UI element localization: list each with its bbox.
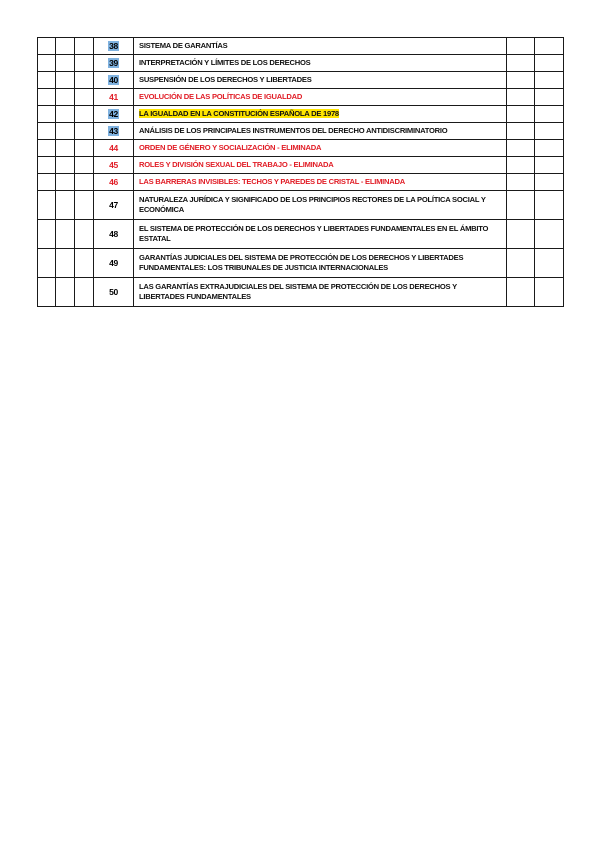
empty-cell — [507, 89, 535, 106]
topic-title: NATURALEZA JURÍDICA Y SIGNIFICADO DE LOS PRINCIPIOS RECTORES DE LA POLÍTICA SOCIAL Y ECONÓMICA — [139, 195, 486, 214]
topic-number-cell — [94, 123, 134, 140]
topic-number-cell — [94, 72, 134, 89]
topic-title-cell — [134, 89, 507, 106]
topic-title-cell — [134, 278, 507, 307]
empty-cell — [535, 55, 564, 72]
topic-title: SISTEMA DE GARANTÍAS — [139, 41, 228, 50]
empty-cell — [535, 278, 564, 307]
topic-title-cell — [134, 106, 507, 123]
topic-title: LAS BARRERAS INVISIBLES: TECHOS Y PAREDES DE CRISTAL - ELIMINADA — [139, 177, 405, 186]
topic-title: GARANTÍAS JUDICIALES DEL SISTEMA DE PROTECCIÓN DE LOS DERECHOS Y LIBERTADES FUNDAMENTALES: LOS TRIBUNALES DE JUSTICIA INTERNACIONALES — [139, 253, 464, 272]
empty-cell — [38, 191, 56, 220]
empty-cell — [535, 72, 564, 89]
topic-number-cell — [94, 278, 134, 307]
empty-cell — [75, 191, 94, 220]
empty-cell — [75, 220, 94, 249]
empty-cell — [535, 140, 564, 157]
empty-cell — [38, 55, 56, 72]
empty-cell — [56, 140, 75, 157]
topic-number-cell — [94, 140, 134, 157]
empty-cell — [38, 278, 56, 307]
empty-cell — [507, 157, 535, 174]
empty-cell — [56, 174, 75, 191]
topic-title-cell — [134, 174, 507, 191]
empty-cell — [38, 123, 56, 140]
table-row — [38, 106, 564, 123]
table-row — [38, 174, 564, 191]
topic-title: ORDEN DE GÉNERO Y SOCIALIZACIÓN - ELIMINADA — [139, 143, 322, 152]
empty-cell — [75, 174, 94, 191]
topic-number: 49 — [109, 258, 118, 268]
topic-title: SUSPENSIÓN DE LOS DERECHOS Y LIBERTADES — [139, 75, 312, 84]
empty-cell — [75, 89, 94, 106]
empty-cell — [535, 89, 564, 106]
topic-number-cell — [94, 55, 134, 72]
empty-cell — [56, 106, 75, 123]
empty-cell — [38, 72, 56, 89]
empty-cell — [507, 123, 535, 140]
empty-cell — [56, 89, 75, 106]
topic-number: 41 — [109, 92, 118, 102]
topic-number-cell — [94, 220, 134, 249]
topic-title: EL SISTEMA DE PROTECCIÓN DE LOS DERECHOS Y LIBERTADES FUNDAMENTALES EN EL ÁMBITO ESTATAL — [139, 224, 489, 243]
empty-cell — [38, 38, 56, 55]
topic-title: INTERPRETACIÓN Y LÍMITES DE LOS DERECHOS — [139, 58, 311, 67]
topic-title-cell — [134, 191, 507, 220]
topic-number-cell — [94, 89, 134, 106]
topic-number: 44 — [109, 143, 118, 153]
table-row — [38, 89, 564, 106]
empty-cell — [507, 140, 535, 157]
empty-cell — [535, 174, 564, 191]
topic-title-cell — [134, 249, 507, 278]
topic-number: 39 — [109, 58, 118, 68]
topic-title: EVOLUCIÓN DE LAS POLÍTICAS DE IGUALDAD — [139, 92, 303, 101]
empty-cell — [38, 89, 56, 106]
empty-cell — [507, 55, 535, 72]
empty-cell — [56, 55, 75, 72]
topic-number-cell — [94, 106, 134, 123]
table-row — [38, 220, 564, 249]
empty-cell — [507, 106, 535, 123]
empty-cell — [56, 157, 75, 174]
empty-cell — [56, 72, 75, 89]
empty-cell — [56, 38, 75, 55]
empty-cell — [507, 72, 535, 89]
topic-number: 40 — [109, 75, 118, 85]
empty-cell — [75, 38, 94, 55]
empty-cell — [507, 191, 535, 220]
empty-cell — [535, 157, 564, 174]
topic-title-cell — [134, 140, 507, 157]
empty-cell — [56, 123, 75, 140]
empty-cell — [507, 278, 535, 307]
empty-cell — [535, 106, 564, 123]
empty-cell — [38, 106, 56, 123]
empty-cell — [56, 220, 75, 249]
table-row — [38, 55, 564, 72]
empty-cell — [535, 191, 564, 220]
topic-title: LA IGUALDAD EN LA CONSTITUCIÓN ESPAÑOLA DE 1978 — [139, 109, 339, 118]
topic-title: ANÁLISIS DE LOS PRINCIPALES INSTRUMENTOS DEL DERECHO ANTIDISCRIMINATORIO — [139, 126, 448, 135]
empty-cell — [56, 249, 75, 278]
topic-number: 45 — [109, 160, 118, 170]
empty-cell — [75, 106, 94, 123]
topic-number: 38 — [109, 41, 118, 51]
empty-cell — [75, 140, 94, 157]
topic-title-cell — [134, 72, 507, 89]
empty-cell — [535, 249, 564, 278]
topic-title: LAS GARANTÍAS EXTRAJUDICIALES DEL SISTEMA DE PROTECCIÓN DE LOS DERECHOS Y LIBERTADES FUNDAMENTALES — [139, 282, 457, 301]
empty-cell — [75, 72, 94, 89]
table-row — [38, 278, 564, 307]
empty-cell — [75, 249, 94, 278]
topic-title-cell — [134, 220, 507, 249]
table-row — [38, 191, 564, 220]
empty-cell — [75, 123, 94, 140]
empty-cell — [75, 278, 94, 307]
table-row — [38, 72, 564, 89]
topic-title-cell — [134, 157, 507, 174]
topic-number-cell — [94, 157, 134, 174]
topic-title: ROLES Y DIVISIÓN SEXUAL DEL TRABAJO - ELIMINADA — [139, 160, 334, 169]
topic-number: 48 — [109, 229, 118, 239]
empty-cell — [38, 249, 56, 278]
topic-number: 47 — [109, 200, 118, 210]
empty-cell — [38, 140, 56, 157]
topic-number-cell — [94, 174, 134, 191]
topic-number-cell — [94, 38, 134, 55]
table-row — [38, 123, 564, 140]
topic-title-cell — [134, 123, 507, 140]
topic-number: 43 — [109, 126, 118, 136]
topic-number: 46 — [109, 177, 118, 187]
topic-number-cell — [94, 249, 134, 278]
table-row — [38, 140, 564, 157]
topic-number: 42 — [109, 109, 118, 119]
topic-number-cell — [94, 191, 134, 220]
empty-cell — [535, 123, 564, 140]
empty-cell — [56, 191, 75, 220]
empty-cell — [75, 157, 94, 174]
empty-cell — [535, 38, 564, 55]
table-row — [38, 249, 564, 278]
empty-cell — [38, 157, 56, 174]
empty-cell — [56, 278, 75, 307]
empty-cell — [535, 220, 564, 249]
empty-cell — [38, 220, 56, 249]
empty-cell — [507, 249, 535, 278]
topic-title-cell — [134, 55, 507, 72]
empty-cell — [38, 174, 56, 191]
topics-table-body — [38, 38, 564, 307]
table-row — [38, 157, 564, 174]
empty-cell — [507, 174, 535, 191]
table-row — [38, 38, 564, 55]
empty-cell — [75, 55, 94, 72]
topic-number: 50 — [109, 287, 118, 297]
topic-title-cell — [134, 38, 507, 55]
empty-cell — [507, 220, 535, 249]
topics-table — [37, 37, 564, 307]
empty-cell — [507, 38, 535, 55]
